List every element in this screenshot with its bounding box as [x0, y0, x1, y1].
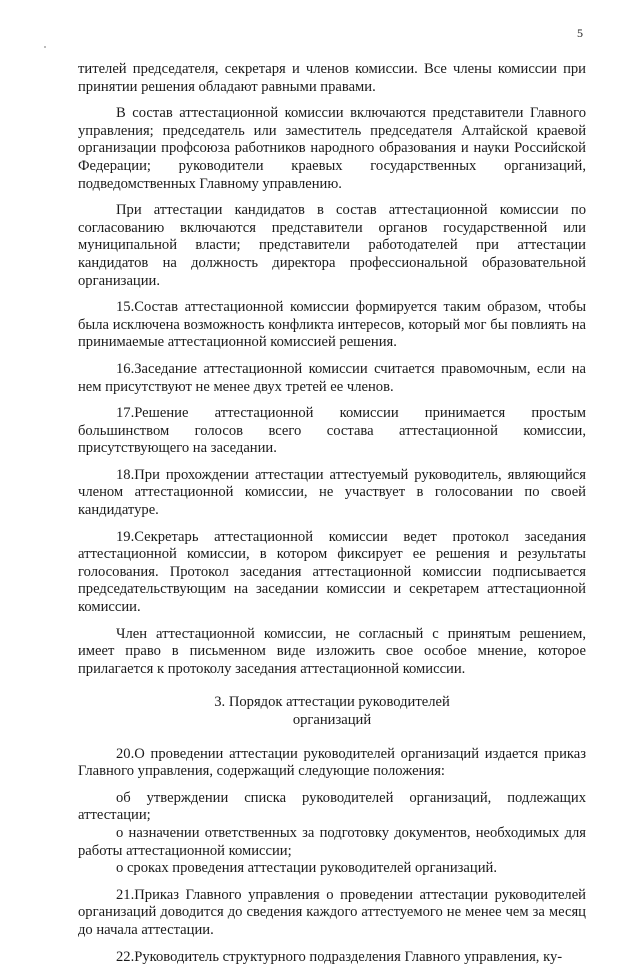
list-item-deadlines: о сроках проведения аттестации руководителей организаций.	[116, 860, 497, 877]
section-heading	[78, 694, 586, 729]
paragraph-item-21: 21.Приказ Главного управления о проведении аттестации руководителей организаций доводится до сведения каждого аттестуемого не менее чем за месяц до начала аттестации.	[78, 886, 586, 938]
list-item-approval: об утверждении списка руководителей организаций, подлежащих аттестации;	[78, 789, 586, 824]
page-number: 5	[577, 26, 583, 40]
paragraph-item-18: 18.При прохождении аттестации аттестуемый руководитель, являющийся членом аттестационной комиссии, не участвует в голосовании по своей кандидатуре.	[78, 466, 586, 519]
paragraph-item-17: 17.Решение аттестационной комиссии принимается простым большинством голосов всего состава аттестационной комиссии, присутствующего на заседании.	[78, 405, 586, 457]
paragraph-continuation: тителей председателя, секретаря и членов комиссии. Все члены комиссии при принятии решения обладают равными правами.	[78, 61, 586, 95]
paragraph-candidate-attestation: При аттестации кандидатов в состав аттестационной комиссии по согласованию включаются представители органов государственной или муниципальной власти; представители работодателей при аттестации кандидатов на должность директора профессиональной образовательной организации.	[78, 202, 586, 289]
paragraph-dissenting-opinion: Член аттестационной комиссии, не согласный с принятым решением, имеет право в письменном виде изложить свое особое мнение, которое прилагается к протоколу заседания аттестационной комиссии.	[78, 625, 586, 677]
section-heading-line-1: 3. Порядок аттестации руководителей	[214, 694, 450, 711]
section-heading-line-2: организаций	[292, 712, 372, 728]
list-item-responsible: о назначении ответственных за подготовку документов, необходимых для работы аттестационной комиссии;	[78, 824, 586, 859]
scan-speck	[44, 46, 46, 48]
document-body	[78, 61, 586, 975]
paragraph-item-16: 16.Заседание аттестационной комиссии считается правомочным, если на нем присутствуют не менее двух третей ее членов.	[78, 360, 586, 395]
paragraph-item-15: 15.Состав аттестационной комиссии формируется таким образом, чтобы была исключена возможность конфликта интересов, который мог бы повлиять на принимаемые аттестационной комиссией решения.	[78, 299, 586, 351]
paragraph-item-19: 19.Секретарь аттестационной комиссии ведет протокол заседания аттестационной комиссии, в котором фиксирует ее решения и результаты голосования. Протокол заседания аттестационной комиссии подписывается председательствующим на заседании комиссии и секретарем аттестационной комиссии.	[78, 528, 586, 616]
paragraph-item-22: 22.Руководитель структурного подразделения Главного управления, ку-	[116, 948, 563, 965]
paragraph-item-20: 20.О проведении аттестации руководителей организаций издается приказ Главного управления, содержащий следующие положения:	[78, 745, 586, 780]
paragraph-commission-composition: В состав аттестационной комиссии включаются представители Главного управления; председатель или заместитель председателя Алтайской краевой организации профсоюза работников народного образования и науки Российской Федерации; руководители краевых государственных организаций, подведомственных Главному управлению.	[78, 105, 586, 192]
